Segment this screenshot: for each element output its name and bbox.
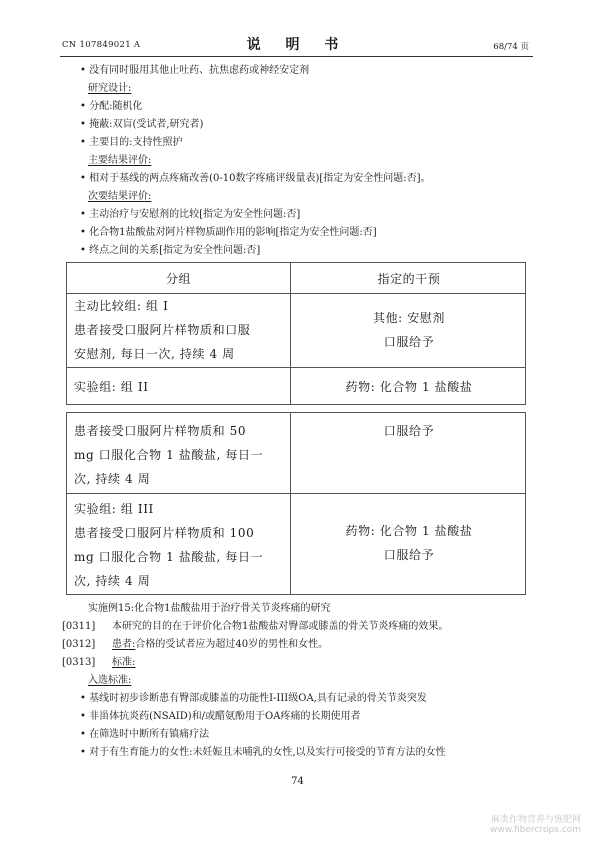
table-cell: 实验组: 组 III <box>74 502 154 516</box>
watermark-url: www.fibercrops.com <box>490 825 581 835</box>
table-cell: 实验组: 组 II <box>74 380 149 394</box>
paragraph-text: 本研究的目的在于评价化合物1盐酸盐对臀部或膝盖的骨关节炎疼痛的效果。 <box>112 621 449 632</box>
table-cell: 口服给予 <box>383 424 435 438</box>
page-info: 68/74 页 <box>493 42 529 52</box>
text-line: • 化合物1盐酸盐对阿片样物质副作用的影响[指定为安全性问题:否] <box>80 227 377 238</box>
paragraph-number: [0313] <box>62 657 96 668</box>
document-number: CN 107849021 A <box>62 40 141 50</box>
text-line: • 主要目的:支持性照护 <box>80 137 183 148</box>
table-cell: mg 口服化合物 1 盐酸盐, 每日一 <box>74 550 264 564</box>
table-cell: 次, 持续 4 周 <box>74 574 151 588</box>
paragraph-text <box>112 638 328 651</box>
patients-label: 患者: <box>112 639 136 650</box>
table-cell: 次, 持续 4 周 <box>74 472 151 486</box>
text-line: • 没有同时服用其他止吐药、抗焦虑药或神经安定剂 <box>80 65 310 76</box>
table-header-intervention: 指定的干预 <box>377 272 441 286</box>
section-label: 次要结果评价: <box>88 191 152 202</box>
example-title: 实施例15:化合物1盐酸盐用于治疗骨关节炎疼痛的研究 <box>88 603 331 614</box>
list-item: • 基线时初步诊断患有臀部或膝盖的功能性I-III级OA,具有记录的骨关节炎突发 <box>80 693 427 704</box>
intervention-table-1 <box>66 262 526 405</box>
list-item: • 在筛选时中断所有镇痛疗法 <box>80 729 210 740</box>
list-item: • 对于有生育能力的女性:未妊娠且未哺乳的女性,以及实行可接受的节育方法的女性 <box>80 747 446 758</box>
text-line: • 分配:随机化 <box>80 101 143 112</box>
watermark-text: 麻类作物营养与施肥网 <box>490 815 581 825</box>
header-rule <box>60 56 533 57</box>
document-title: 说 明 书 <box>246 37 349 53</box>
table-cell: 安慰剂, 每日一次, 持续 4 周 <box>74 347 235 361</box>
table-cell: 其他: 安慰剂 <box>372 311 446 325</box>
patients-text: 合格的受试者应为超过40岁的男性和女性。 <box>135 639 329 650</box>
text-line: • 掩蔽:双盲(受试者,研究者) <box>80 119 204 130</box>
table-header-group: 分组 <box>165 272 192 286</box>
page-number: 74 <box>291 776 304 787</box>
paragraph-number: [0311] <box>62 621 96 632</box>
section-label: 研究设计: <box>88 83 132 94</box>
table-cell: 患者接受口服阿片样物质和 100 <box>74 526 255 540</box>
intervention-table-2 <box>66 412 526 595</box>
text-line: • 相对于基线的两点疼痛改善(0-10数字疼痛评级量表)[指定为安全性问题:否]。 <box>80 173 431 184</box>
table-cell: 主动比较组: 组 I <box>74 299 169 313</box>
table-cell: 药物: 化合物 1 盐酸盐 <box>345 524 473 538</box>
inclusion-criteria-label: 入选标准: <box>88 675 132 686</box>
text-line: • 主动治疗与安慰剂的比较[指定为安全性问题:否] <box>80 209 301 220</box>
section-label: 主要结果评价: <box>88 155 152 166</box>
table-cell: 口服给予 <box>383 548 435 562</box>
criteria-label: 标准: <box>112 657 136 668</box>
table-cell: 药物: 化合物 1 盐酸盐 <box>345 380 473 394</box>
table-cell: mg 口服化合物 1 盐酸盐, 每日一 <box>74 448 264 462</box>
table-cell: 患者接受口服阿片样物质和口服 <box>74 323 251 337</box>
paragraph-number: [0312] <box>62 639 96 650</box>
list-item: • 非甾体抗炎药(NSAID)和/或醋氨酚用于OA疼痛的长期使用者 <box>80 711 361 722</box>
table-cell: 患者接受口服阿片样物质和 50 <box>74 424 247 438</box>
text-line: • 终点之间的关系[指定为安全性问题:否] <box>80 245 261 256</box>
table-cell: 口服给予 <box>383 335 435 349</box>
